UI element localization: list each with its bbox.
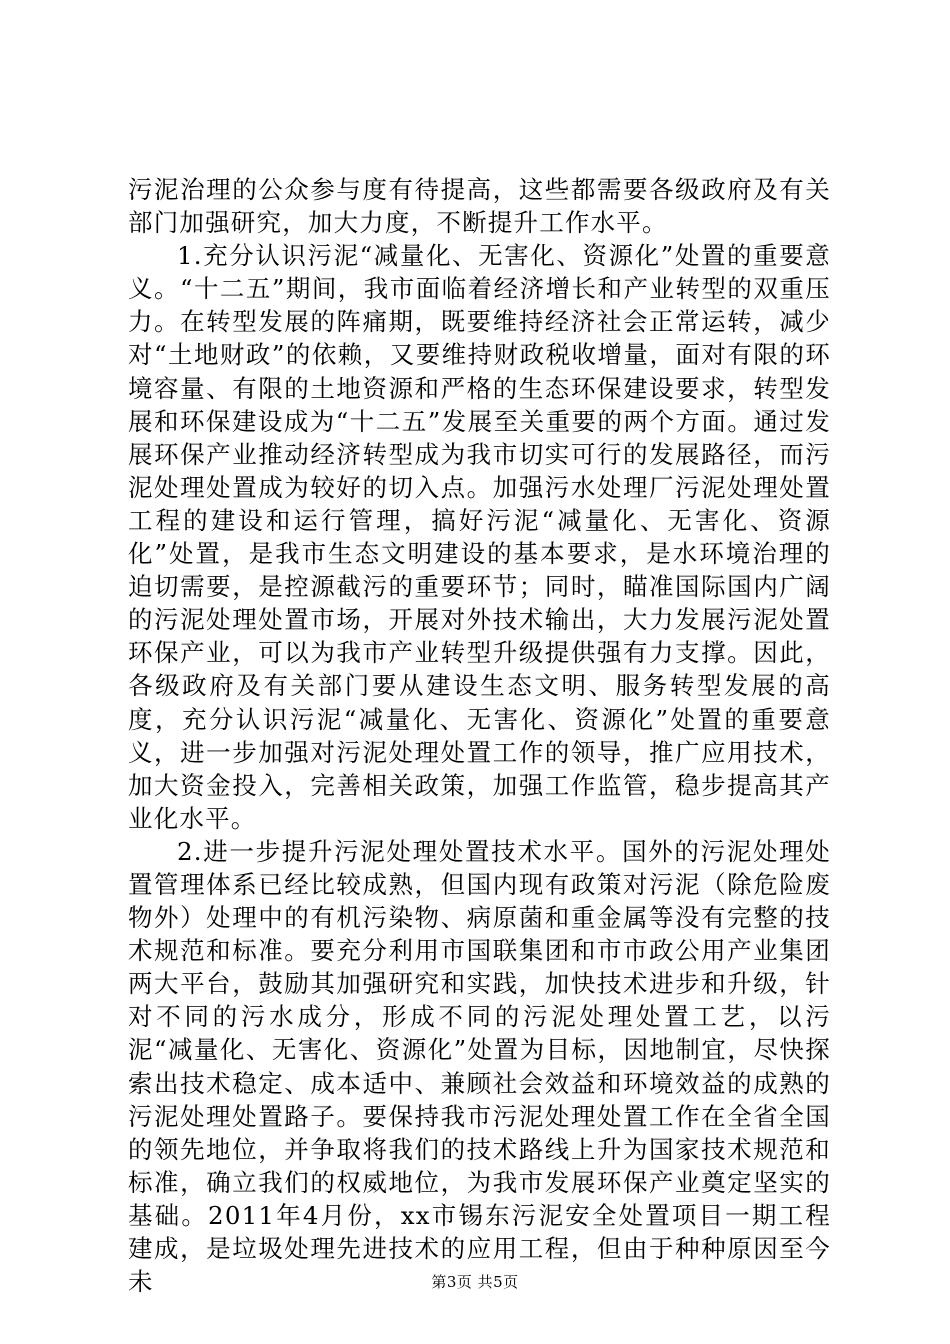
page-footer: 第3页 共5页	[431, 1273, 519, 1291]
paragraph-item-2: 2.进一步提升污泥处理处置技术水平。国外的污泥处理处置管理体系已经比较成熟，但国内现有政策对污泥（除危险废物外）处理中的有机污染物、病原菌和重金属等没有完整的技术规范和标准。要充分利用市国联集团和市市政公用产业集团两大平台，鼓励其加强研究和实践，加快技术进步和升级，针对不同的污水成分，形成不同的污泥处理处置工艺，以污泥“减量化、无害化、资源化”处置为目标，因地制宜，尽快探索出技术稳定、成本适中、兼顾社会效益和环境效益的成熟的污泥处理处置路子。要保持我市污泥处理处置工作在全省全国的领先地位，并争取将我们的技术路线上升为国家技术规范和标准，确立我们的权威地位，为我市发展环保产业奠定坚实的基础。2011年4月份，xx市锡东污泥安全处置项目一期工程建成，是垃圾处理先进技术的应用工程，但由于种种原因至今未	[128, 836, 831, 1297]
paragraph-continuation: 污泥治理的公众参与度有待提高，这些都需要各级政府及有关部门加强研究，加大力度，不断提升工作水平。	[128, 175, 831, 238]
paragraph-item-1: 1.充分认识污泥“减量化、无害化、资源化”处置的重要意义。“十二五”期间，我市面临着经济增长和产业转型的双重压力。在转型发展的阵痛期，既要维持经济社会正常运转，减少对“土地财政”的依赖，又要维持财政税收增量，面对有限的环境容量、有限的土地资源和严格的生态环保建设要求，转型发展和环保建设成为“十二五”发展至关重要的两个方面。通过发展环保产业推动经济转型成为我市切实可行的发展路径，而污泥处理处置成为较好的切入点。加强污水处理厂污泥处理处置工程的建设和运行管理，搞好污泥“减量化、无害化、资源化”处置，是我市生态文明建设的基本要求，是水环境治理的迫切需要，是控源截污的重要环节；同时，瞄准国际国内广阔的污泥处理处置市场，开展对外技术输出，大力发展污泥处置环保产业，可以为我市产业转型升级提供强有力支撑。因此，各级政府及有关部门要从建设生态文明、服务转型发展的高度，充分认识污泥“减量化、无害化、资源化”处置的重要意义，进一步加强对污泥处理处置工作的领导，推广应用技术，加大资金投入，完善相关政策，加强工作监管，稳步提高其产业化水平。	[128, 241, 831, 833]
body-text	[128, 173, 831, 1298]
